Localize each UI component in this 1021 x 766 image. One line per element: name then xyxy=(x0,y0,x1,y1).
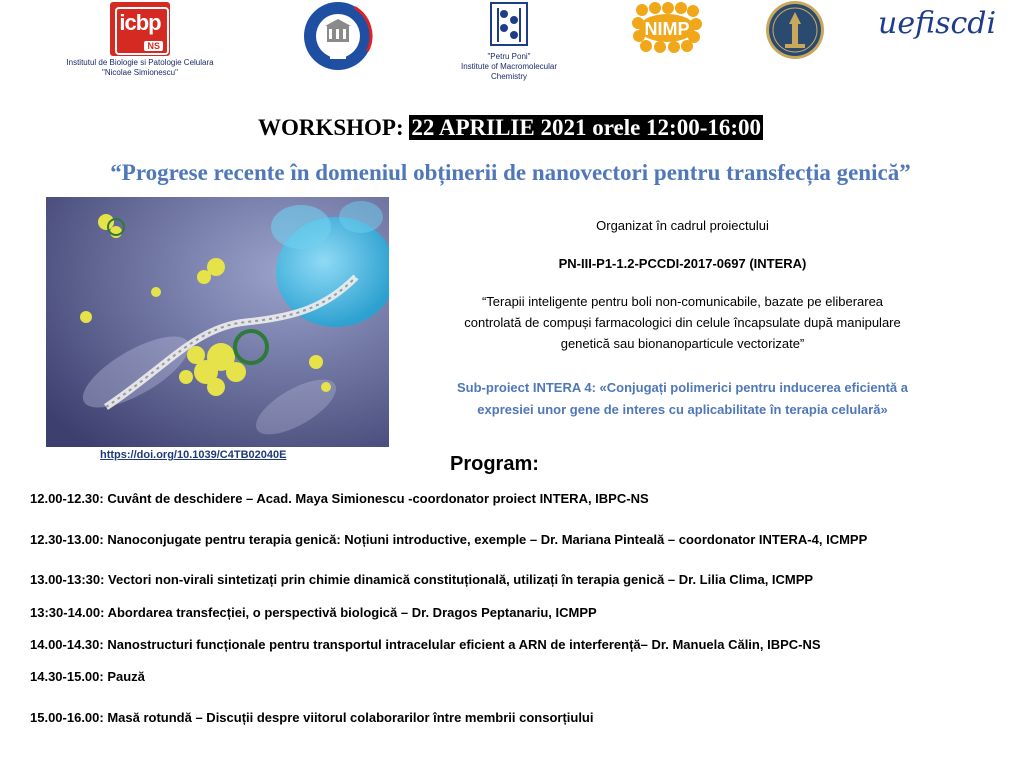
icbp-logo-ns: NS xyxy=(144,41,163,51)
program-item: 12.30-13.00: Nanoconjugate pentru terapia genică: Noțiuni introductive, exemple – Dr. Mariana Pinteală – coordonator INTERA-4, ICMPP xyxy=(30,532,868,547)
icbp-caption-line: "Nicolae Simionescu" xyxy=(102,68,178,77)
subproject-line: Sub-proiect INTERA 4: «Conjugați polimerici pentru inducerea eficientă a xyxy=(457,380,908,395)
workshop-heading xyxy=(0,115,1021,141)
icbp-logo xyxy=(110,2,170,56)
subproject-line: expresiei unor gene de interes cu aplicabilitate în terapia celulară» xyxy=(477,402,888,417)
program-item: 15.00-16.00: Masă rotundă – Discuții despre viitorul colaborarilor între membrii consorțiului xyxy=(30,710,594,725)
icbp-caption xyxy=(40,58,240,78)
doi-link[interactable]: https://doi.org/10.1039/C4TB02040E xyxy=(100,449,287,461)
academy-seal-logo xyxy=(765,0,825,60)
workshop-date: 22 APRILIE 2021 orele 12:00-16:00 xyxy=(411,115,762,140)
uefiscdi-logo: uefiscdi xyxy=(878,6,997,41)
program-item: 14.30-15.00: Pauză xyxy=(30,669,145,684)
petru-poni-caption-line: Chemistry xyxy=(490,72,527,81)
petru-poni-caption-line: Institute of Macromolecular xyxy=(460,62,558,71)
program-item: 13.00-13:30: Vectori non-virali sintetizați prin chimie dinamică constituțională, utilizați în terapia genică – Dr. Lilia Clima, ICMPP xyxy=(30,572,814,587)
workshop-label: WORKSHOP: xyxy=(257,115,410,140)
program-item: 12.00-12.30: Cuvânt de deschidere – Acad. Maya Simionescu -coordonator proiect INTERA, IBPC-NS xyxy=(30,491,649,506)
petru-poni-logo xyxy=(490,2,528,46)
petru-poni-caption xyxy=(448,52,570,82)
program-item: 13:30-14.00: Abordarea transfecției, o perspectivă biologică – Dr. Dragos Peptanariu, ICMPP xyxy=(30,605,597,620)
nimp-logo xyxy=(630,0,704,54)
project-title-quote xyxy=(405,291,960,354)
subproject-text xyxy=(405,377,960,421)
quote-line: “Terapii inteligente pentru boli non-comunicabile, bazate pe eliberarea xyxy=(481,294,884,309)
politehnica-logo xyxy=(302,0,374,72)
nimp-logo-text: NIMP xyxy=(644,19,690,39)
petru-poni-caption-line: "Petru Poni" xyxy=(487,52,531,61)
quote-line: controlată de compuși farmacologici din celule încapsulate după manipulare xyxy=(464,315,901,330)
organized-text: Organizat în cadrul proiectului xyxy=(596,218,769,233)
icbp-caption-line: Institutul de Biologie si Patologie Celulara xyxy=(66,58,214,67)
workshop-title: “Progrese recente în domeniul obținerii de nanovectori pentru transfecția genică” xyxy=(110,160,911,185)
icbp-logo-mark: icbp xyxy=(119,10,161,35)
nanovector-illustration xyxy=(46,197,389,447)
program-heading: Program: xyxy=(450,453,539,475)
project-code: PN-III-P1-1.2-PCCDI-2017-0697 (INTERA) xyxy=(558,256,807,271)
quote-line: genetică sau bionanoparticule vectorizate” xyxy=(560,336,805,351)
program-item: 14.00-14.30: Nanostructuri funcționale pentru transportul intracelular eficient a ARN de interferență– Dr. Manuela Călin, IBPC-NS xyxy=(30,637,821,652)
